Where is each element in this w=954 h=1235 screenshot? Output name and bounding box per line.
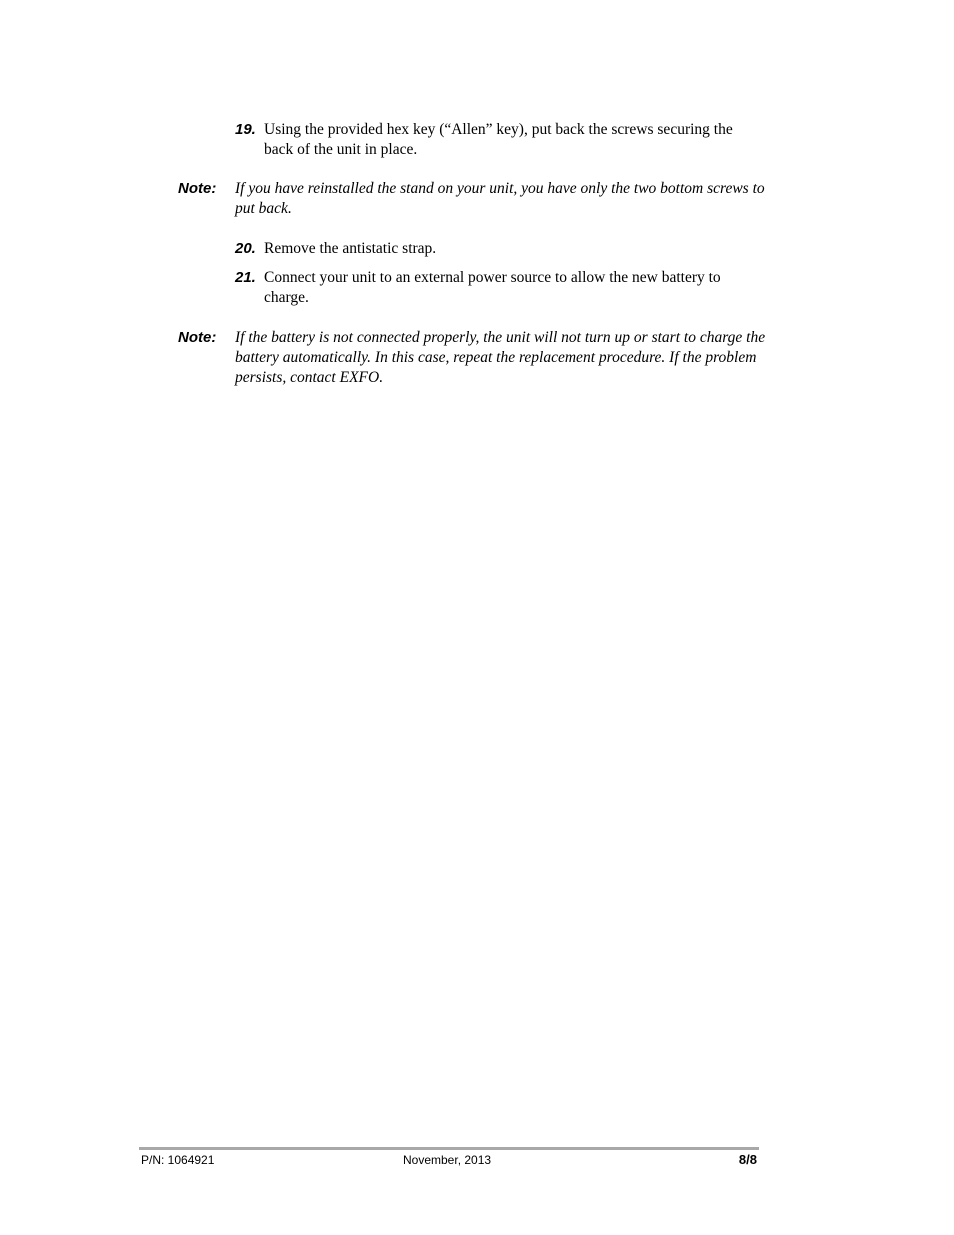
publication-date: November, 2013 xyxy=(403,1153,492,1167)
note-battery-connection xyxy=(178,328,768,388)
step-20 xyxy=(235,239,765,259)
page-footer xyxy=(139,1152,759,1170)
page-number: 8/8 xyxy=(738,1152,757,1167)
step-21 xyxy=(235,268,765,308)
step-text: Connect your unit to an external power source to allow the new battery to charge. xyxy=(264,269,721,306)
step-number: 21. xyxy=(235,269,256,286)
step-text: Remove the antistatic strap. xyxy=(264,240,437,257)
note-label: Note: xyxy=(178,329,217,346)
step-19 xyxy=(235,120,765,160)
step-number: 19. xyxy=(235,121,256,138)
note-text: If you have reinstalled the stand on your unit, you have only the two bottom screws to put back. xyxy=(235,180,765,217)
step-number: 20. xyxy=(235,240,256,257)
note-stand-screws xyxy=(178,179,768,219)
step-text: Using the provided hex key (“Allen” key), put back the screws securing the back of the unit in place. xyxy=(264,121,733,158)
part-number: P/N: 1064921 xyxy=(141,1153,215,1167)
note-text: If the battery is not connected properly, the unit will not turn up or start to charge the battery automatically. In this case, repeat the replacement procedure. If the problem persists, contact EXFO. xyxy=(235,329,766,386)
footer-divider xyxy=(139,1147,759,1150)
note-label: Note: xyxy=(178,180,217,197)
